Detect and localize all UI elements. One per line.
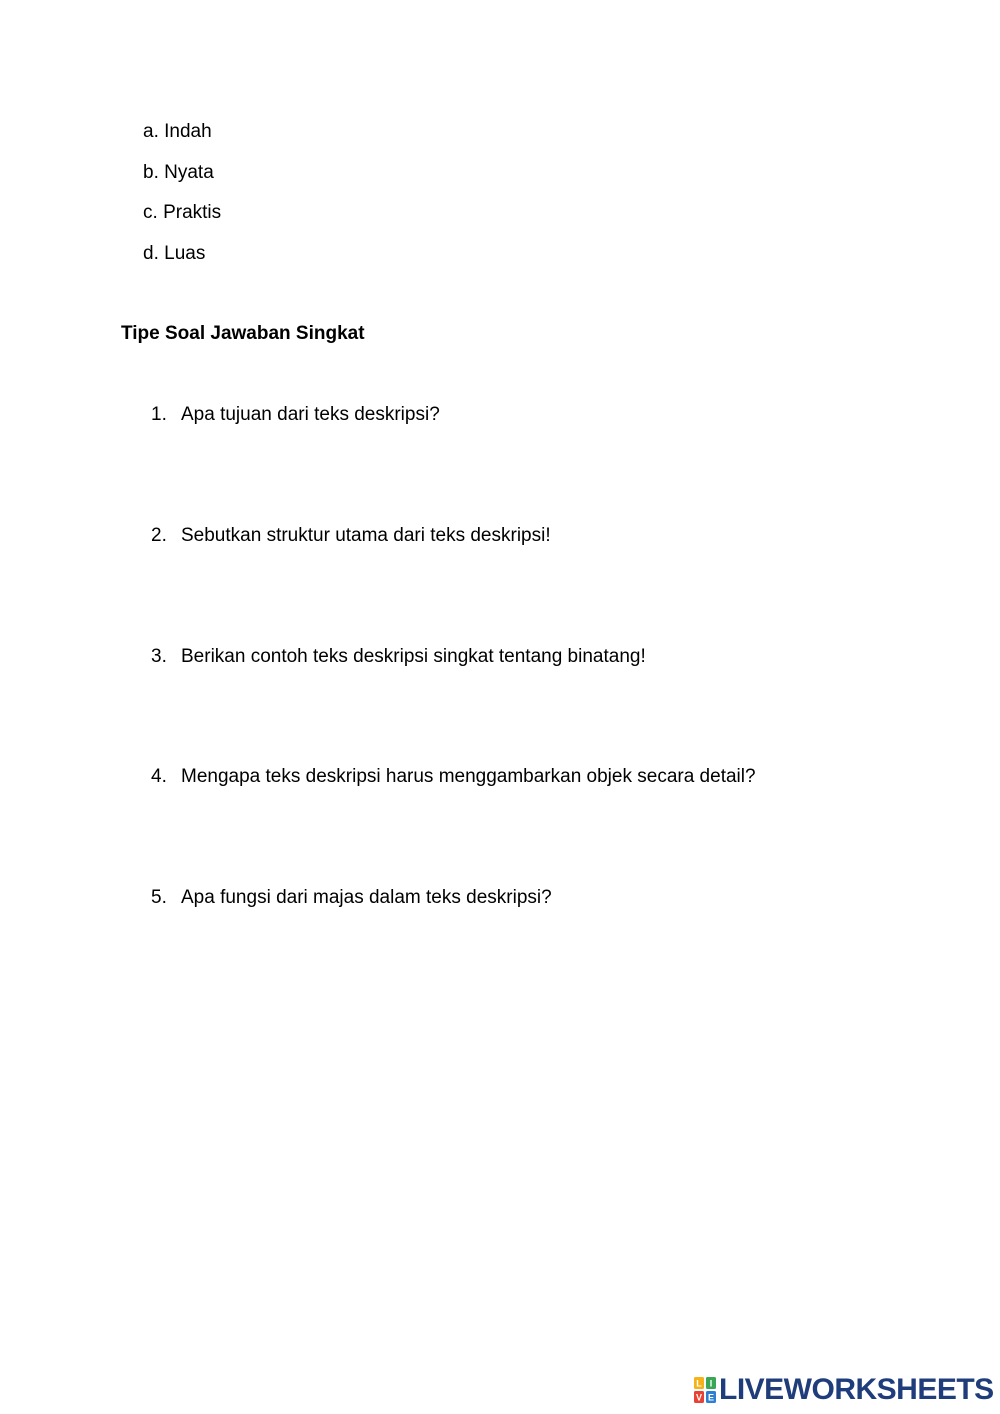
option-text: Nyata <box>164 161 214 183</box>
question-item <box>0 765 1000 886</box>
question-number: 1. <box>151 404 167 425</box>
question-text: Apa fungsi dari majas dalam teks deskripsi? <box>181 887 552 908</box>
logo-letter-v: V <box>695 1392 703 1403</box>
question-item <box>0 645 1000 766</box>
liveworksheets-brand <box>694 1374 994 1406</box>
option-letter: b. <box>143 161 159 183</box>
question-text: Berikan contoh teks deskripsi singkat tentang binatang! <box>181 645 646 667</box>
question-item <box>0 403 1000 524</box>
option-letter: c. <box>143 202 158 223</box>
question-text: Mengapa teks deskripsi harus menggambarkan objek secara detail? <box>181 766 756 788</box>
answer-options <box>143 120 221 282</box>
option-a <box>143 120 221 161</box>
section-title: Tipe Soal Jawaban Singkat <box>121 323 365 344</box>
option-text: Praktis <box>163 202 222 223</box>
question-number: 5. <box>151 887 167 908</box>
option-letter: a. <box>143 121 159 142</box>
logo-letter-i: I <box>709 1378 713 1389</box>
option-c <box>143 201 221 242</box>
option-b <box>143 161 221 202</box>
question-text: Sebutkan struktur utama dari teks deskripsi! <box>181 524 551 546</box>
question-item <box>0 524 1000 645</box>
brand-name: LIVEWORKSHEETS <box>719 1373 994 1406</box>
liveworksheets-logo-icon <box>694 1377 716 1403</box>
option-letter: d. <box>143 242 159 264</box>
question-number: 4. <box>151 766 167 788</box>
option-d <box>143 242 221 283</box>
logo-letter-l: L <box>696 1378 702 1389</box>
question-number: 3. <box>151 645 167 667</box>
question-item <box>0 886 1000 1007</box>
option-text: Luas <box>164 242 206 264</box>
option-text: Indah <box>164 121 212 142</box>
question-number: 2. <box>151 524 167 546</box>
logo-letter-e: E <box>707 1392 715 1403</box>
question-text: Apa tujuan dari teks deskripsi? <box>181 404 440 425</box>
question-list <box>0 403 1000 1007</box>
